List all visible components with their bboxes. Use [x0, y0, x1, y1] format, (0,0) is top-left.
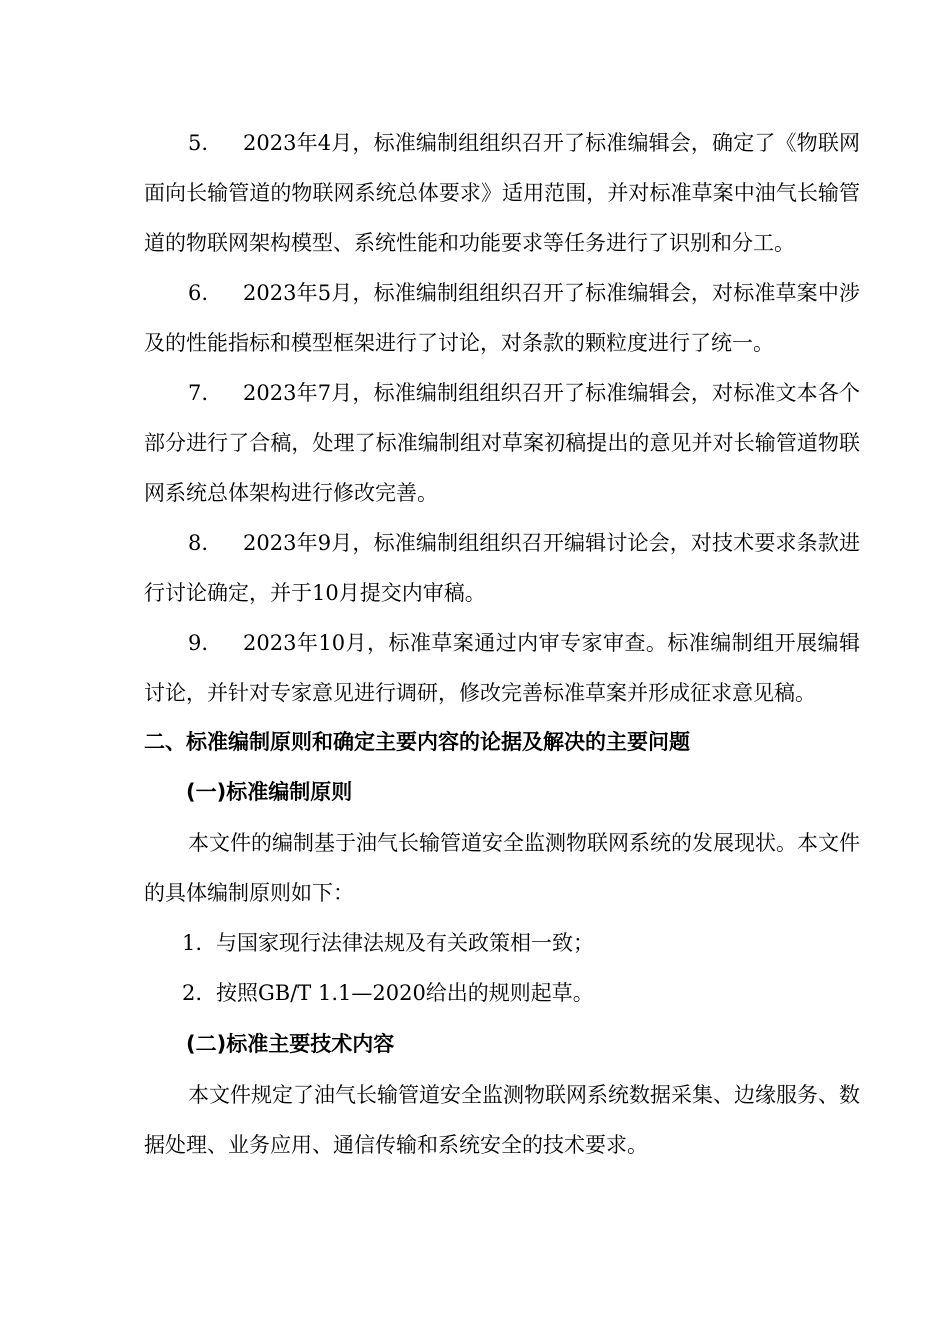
- item-text: 2023年9月，标准编制组组织召开编辑讨论会，对技术要求条款进行讨论确定，并于10月提交内审稿。: [144, 531, 860, 605]
- principle-item: [144, 968, 860, 1018]
- item-text: 2023年5月，标准编制组组织召开了标准编辑会，对标准草案中涉及的性能指标和模型框架进行了讨论，对条款的颗粒度进行了统一。: [144, 281, 860, 355]
- principle-number: 2.: [182, 981, 203, 1005]
- item-number: 8.: [188, 531, 209, 555]
- item-number: 5.: [188, 131, 209, 155]
- list-item: [144, 118, 860, 268]
- item-text: 2023年10月，标准草案通过内审专家审查。标准编制组开展编辑讨论，并针对专家意见进行调研，修改完善标准草案并形成征求意见稿。: [144, 631, 860, 705]
- item-text: 2023年7月，标准编制组组织召开了标准编辑会，对标准文本各个部分进行了合稿，处理了标准编制组对草案初稿提出的意见并对长输管道物联网系统总体架构进行修改完善。: [144, 381, 860, 505]
- item-number: 6.: [188, 281, 209, 305]
- item-number: 9.: [188, 631, 209, 655]
- list-item: [144, 618, 860, 718]
- principle-text: 与国家现行法律法规及有关政策相一致；: [216, 931, 594, 955]
- list-item: [144, 368, 860, 518]
- list-item: [144, 518, 860, 618]
- item-number: 7.: [188, 381, 209, 405]
- principle-text: 按照GB/T 1.1—2020给出的规则起草。: [216, 981, 594, 1005]
- principle-number: 1.: [182, 931, 203, 955]
- section-heading: 二、标准编制原则和确定主要内容的论据及解决的主要问题: [144, 730, 690, 754]
- principles-intro: 本文件的编制基于油气长输管道安全监测物联网系统的发展现状。本文件的具体编制原则如下：: [144, 831, 860, 905]
- list-item: [144, 268, 860, 368]
- technical-content-text: 本文件规定了油气长输管道安全监测物联网系统数据采集、边缘服务、数据处理、业务应用、通信传输和系统安全的技术要求。: [144, 1083, 860, 1157]
- principle-item: [144, 918, 860, 968]
- subsection-heading-principles: (一)标准编制原则: [186, 780, 353, 804]
- document-page: [144, 118, 860, 1170]
- subsection-heading-technical-content: (二)标准主要技术内容: [186, 1032, 395, 1056]
- item-text: 2023年4月，标准编制组组织召开了标准编辑会，确定了《物联网 面向长输管道的物联网系统总体要求》适用范围，并对标准草案中油气长输管道的物联网架构模型、系统性能和功能要求等任务进行了识别和分工。: [144, 131, 860, 255]
